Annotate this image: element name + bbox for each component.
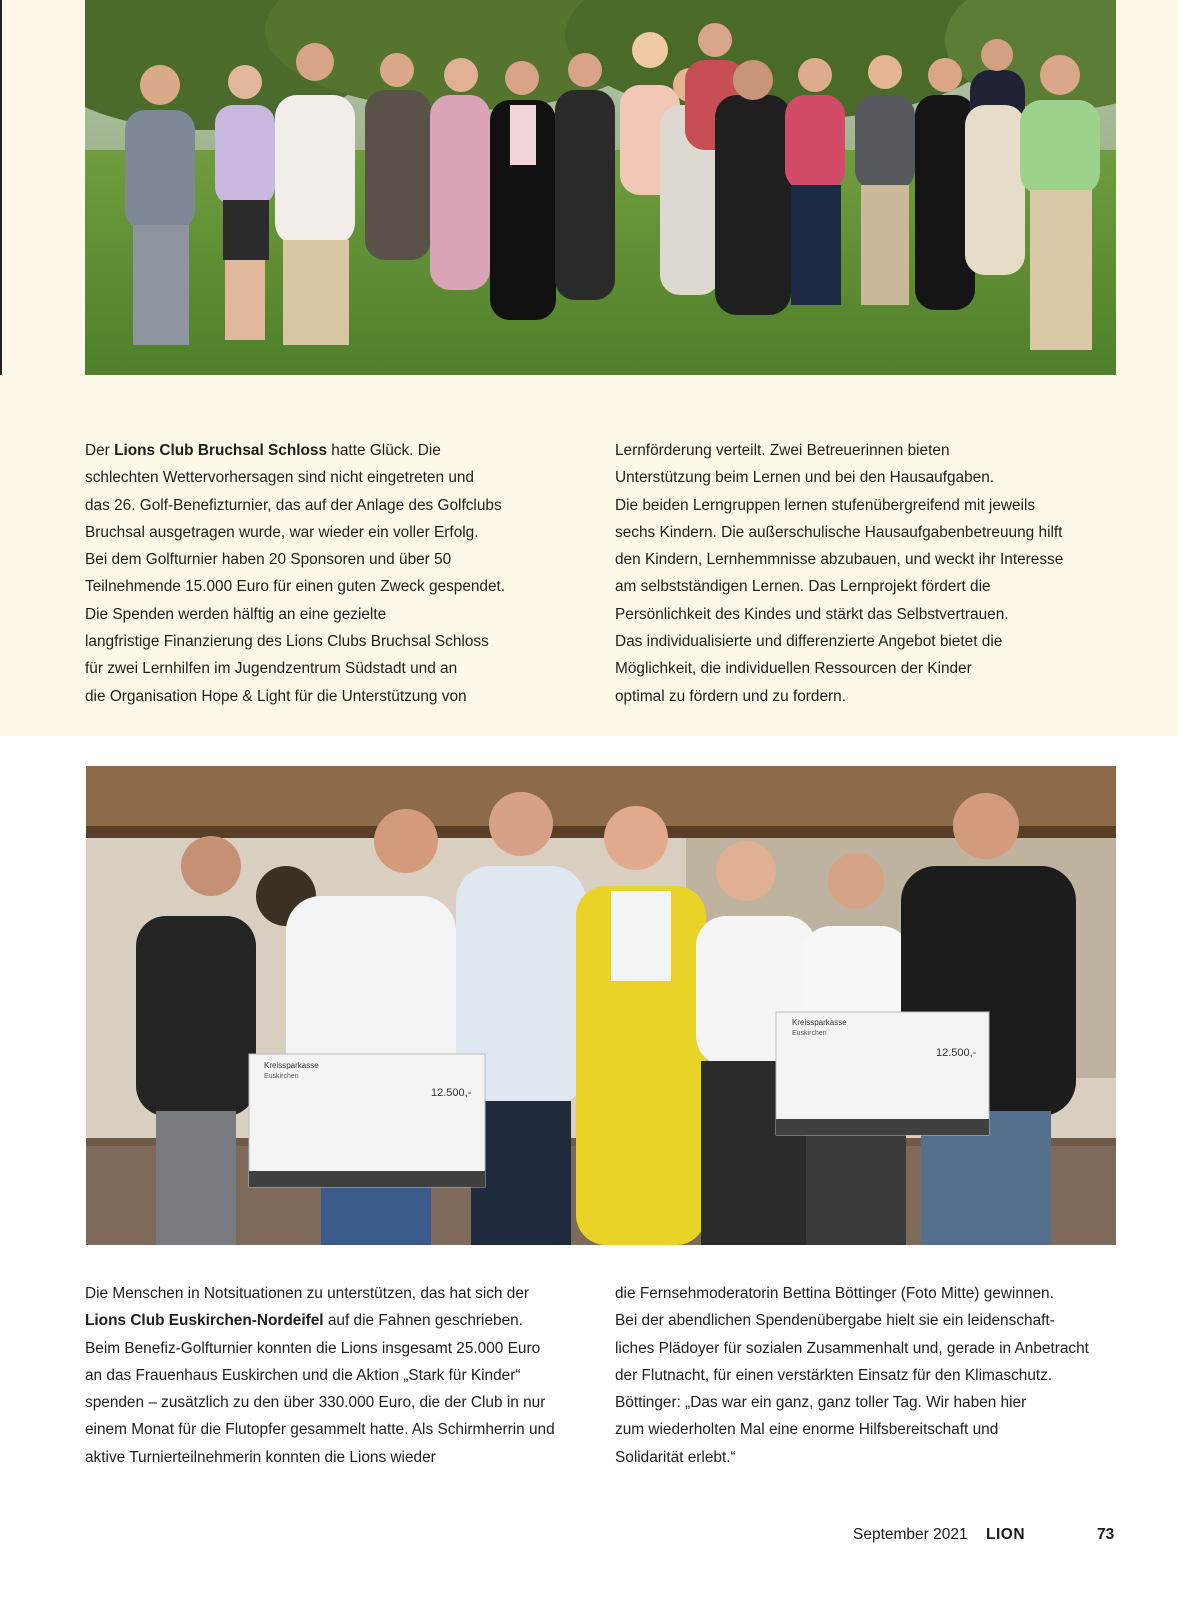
text-line: schlechten Wettervorhersagen sind nicht eingetreten und [85,469,474,487]
text-line: sechs Kindern. Die außerschulische Hausaufgabenbetreuung hilft [615,523,1063,541]
footer-issue-date: September 2021 [853,1526,968,1543]
text-line: liches Plädoyer für sozialen Zusammenhalt und, gerade in Anbetracht [615,1339,1089,1357]
text-line: Lernförderung verteilt. Zwei Betreuerinnen bieten [615,442,950,459]
article1-left-column [85,437,605,710]
text-line: Bruchsal ausgetragen wurde, war wieder ein voller Erfolg. [85,523,479,541]
text-line: Möglichkeit, die individuellen Ressourcen der Kinder [615,660,972,678]
text-line: einem Monat für die Flutopfer gesammelt hatte. Als Schirmherrin und [85,1421,555,1439]
text-line: Beim Benefiz-Golfturnier konnten die Lions insgesamt 25.000 Euro [85,1339,541,1357]
text-line: Der Lions Club Bruchsal Schloss hatte Glück. Die [85,442,441,459]
text-line: aktive Turnierteilnehmerin konnten die Lions wieder [85,1448,436,1466]
text-line: Solidarität erlebt.“ [615,1448,736,1466]
club-name-bold: Lions Club Bruchsal Schloss [114,442,328,459]
text-line: Böttinger: „Das war ein ganz, ganz toller Tag. Wir haben hier [615,1394,1027,1412]
text-line: langfristige Finanzierung des Lions Clubs Bruchsal Schloss [85,633,489,651]
footer-page-number: 73 [1097,1526,1115,1543]
text-line: Teilnehmende 15.000 Euro für einen guten Zweck gespendet. [85,578,506,596]
footer-magazine-name: LION [986,1526,1026,1543]
group-photo-golf-course [85,0,1116,375]
text-line: das 26. Golf-Benefizturnier, das auf der Anlage des Golfclubs [85,496,502,514]
cheque-right-amount: 12.500,- [936,1047,977,1059]
text-line: der Flutnacht, für einen verstärkten Einsatz für den Klimaschutz. [615,1366,1053,1384]
group-photo-illustration [85,0,1116,375]
text-line: Die Spenden werden hälftig an eine gezielte [85,605,387,623]
cheque-right-bank: Kreissparkasse [792,1018,847,1027]
cheque-handover-photo [86,766,1116,1245]
text-line: den Kindern, Lernhemmnisse abzubauen, und weckt ihr Interesse [615,551,1064,569]
page-edge-rule [0,0,2,375]
article2-left-column [85,1280,605,1471]
text-line: Bei der abendlichen Spendenübergabe hielt sie ein leidenschaft- [615,1312,1055,1330]
cheque-left-amount: 12.500,- [431,1087,472,1099]
cheque-left-bank: Kreissparkasse [264,1061,319,1070]
article1-right-column [615,437,1135,710]
text-line: Lions Club Euskirchen-Nordeifel auf die Fahnen geschrieben. [85,1312,523,1330]
text-line: Die Menschen in Notsituationen zu unterstützen, das hat sich der [85,1285,530,1302]
cheque-handover-illustration [86,766,1116,1245]
text-line: die Fernsehmoderatorin Bettina Böttinger (Foto Mitte) gewinnen. [615,1285,1054,1302]
text-line: spenden – zusätzlich zu den über 330.000 Euro, die der Club in nur [85,1394,546,1412]
text-line: die Organisation Hope & Light für die Unterstützung von [85,687,467,705]
cheque-right-city: Euskirchen [792,1030,827,1037]
text-line: am selbstständigen Lernen. Das Lernprojekt fördert die [615,578,991,596]
text-line: an das Frauenhaus Euskirchen und die Aktion „Stark für Kinder“ [85,1366,521,1384]
club-name-bold: Lions Club Euskirchen-Nordeifel [85,1312,324,1330]
cheque-left-city: Euskirchen [264,1073,299,1080]
text-line: Bei dem Golfturnier haben 20 Sponsoren und über 50 [85,551,452,569]
text-line: Unterstützung beim Lernen und bei den Hausaufgaben. [615,469,995,487]
article2-right-column [615,1280,1135,1471]
text-line: Persönlichkeit des Kindes und stärkt das Selbstvertrauen. [615,605,1009,623]
text-line: zum wiederholten Mal eine enorme Hilfsbereitschaft und [615,1421,999,1439]
text-line: für zwei Lernhilfen im Jugendzentrum Südstadt und an [85,660,458,678]
text-line: optimal zu fördern und zu fordern. [615,687,846,705]
text-line: Die beiden Lerngruppen lernen stufenübergreifend mit jeweils [615,496,1036,514]
text-line: Das individualisierte und differenzierte Angebot bietet die [615,633,1003,651]
